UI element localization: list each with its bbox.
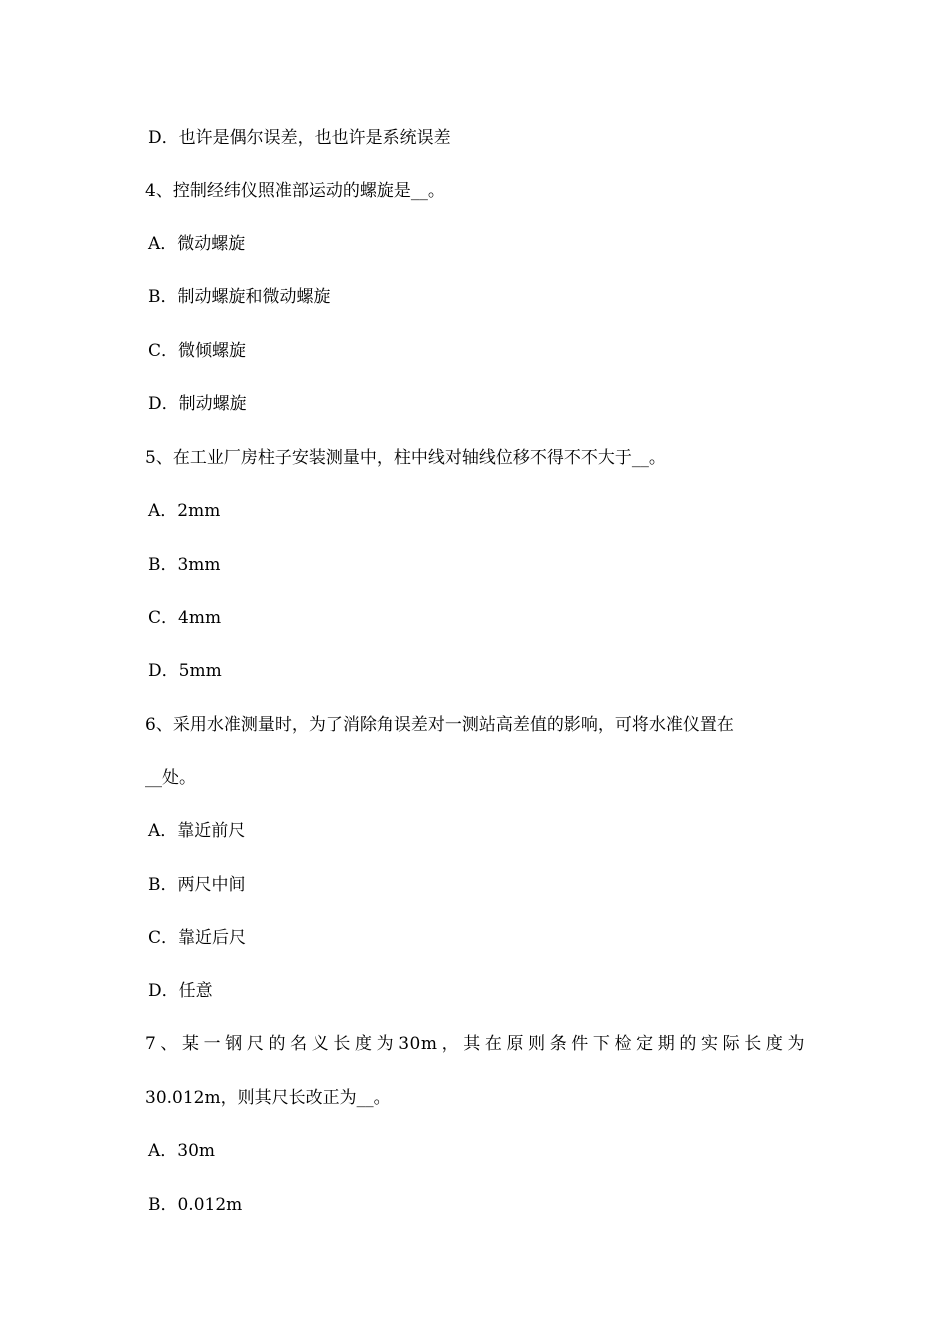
q6-stem-line1: 6、采用水准测量时，为了消除角误差对一测站高差值的影响，可将水准仪置在 <box>145 715 734 735</box>
q4-option-c: C．微倾螺旋 <box>148 341 247 361</box>
q7-option-b: B．0.012m <box>148 1195 243 1215</box>
q3-option-d: D．也许是偶尔误差，也也许是系统误差 <box>148 128 451 148</box>
q7-stem-line2: 30.012m，则其尺长改正为__。 <box>145 1088 391 1108</box>
q5-option-a: A．2mm <box>148 501 221 521</box>
q5-stem: 5、在工业厂房柱子安装测量中，柱中线对轴线位移不得不不大于__。 <box>145 448 666 468</box>
q6-option-d: D．任意 <box>148 981 213 1001</box>
q4-option-d: D．制动螺旋 <box>148 394 247 414</box>
q5-option-d: D．5mm <box>148 661 222 681</box>
q4-option-b: B．制动螺旋和微动螺旋 <box>148 287 331 307</box>
q4-option-a: A．微动螺旋 <box>148 234 246 254</box>
q7-stem-line1: 7、某一钢尺的名义长度为30m，其在原则条件下检定期的实际长度为 <box>145 1034 805 1054</box>
q7-option-a: A．30m <box>148 1141 216 1161</box>
q5-option-b: B．3mm <box>148 555 221 575</box>
q4-stem: 4、控制经纬仪照准部运动的螺旋是__。 <box>145 181 445 201</box>
q5-option-c: C．4mm <box>148 608 222 628</box>
q6-option-a: A．靠近前尺 <box>148 821 246 841</box>
q6-option-b: B．两尺中间 <box>148 875 246 895</box>
q6-stem-line2: __处。 <box>145 768 196 788</box>
q6-option-c: C．靠近后尺 <box>148 928 247 948</box>
